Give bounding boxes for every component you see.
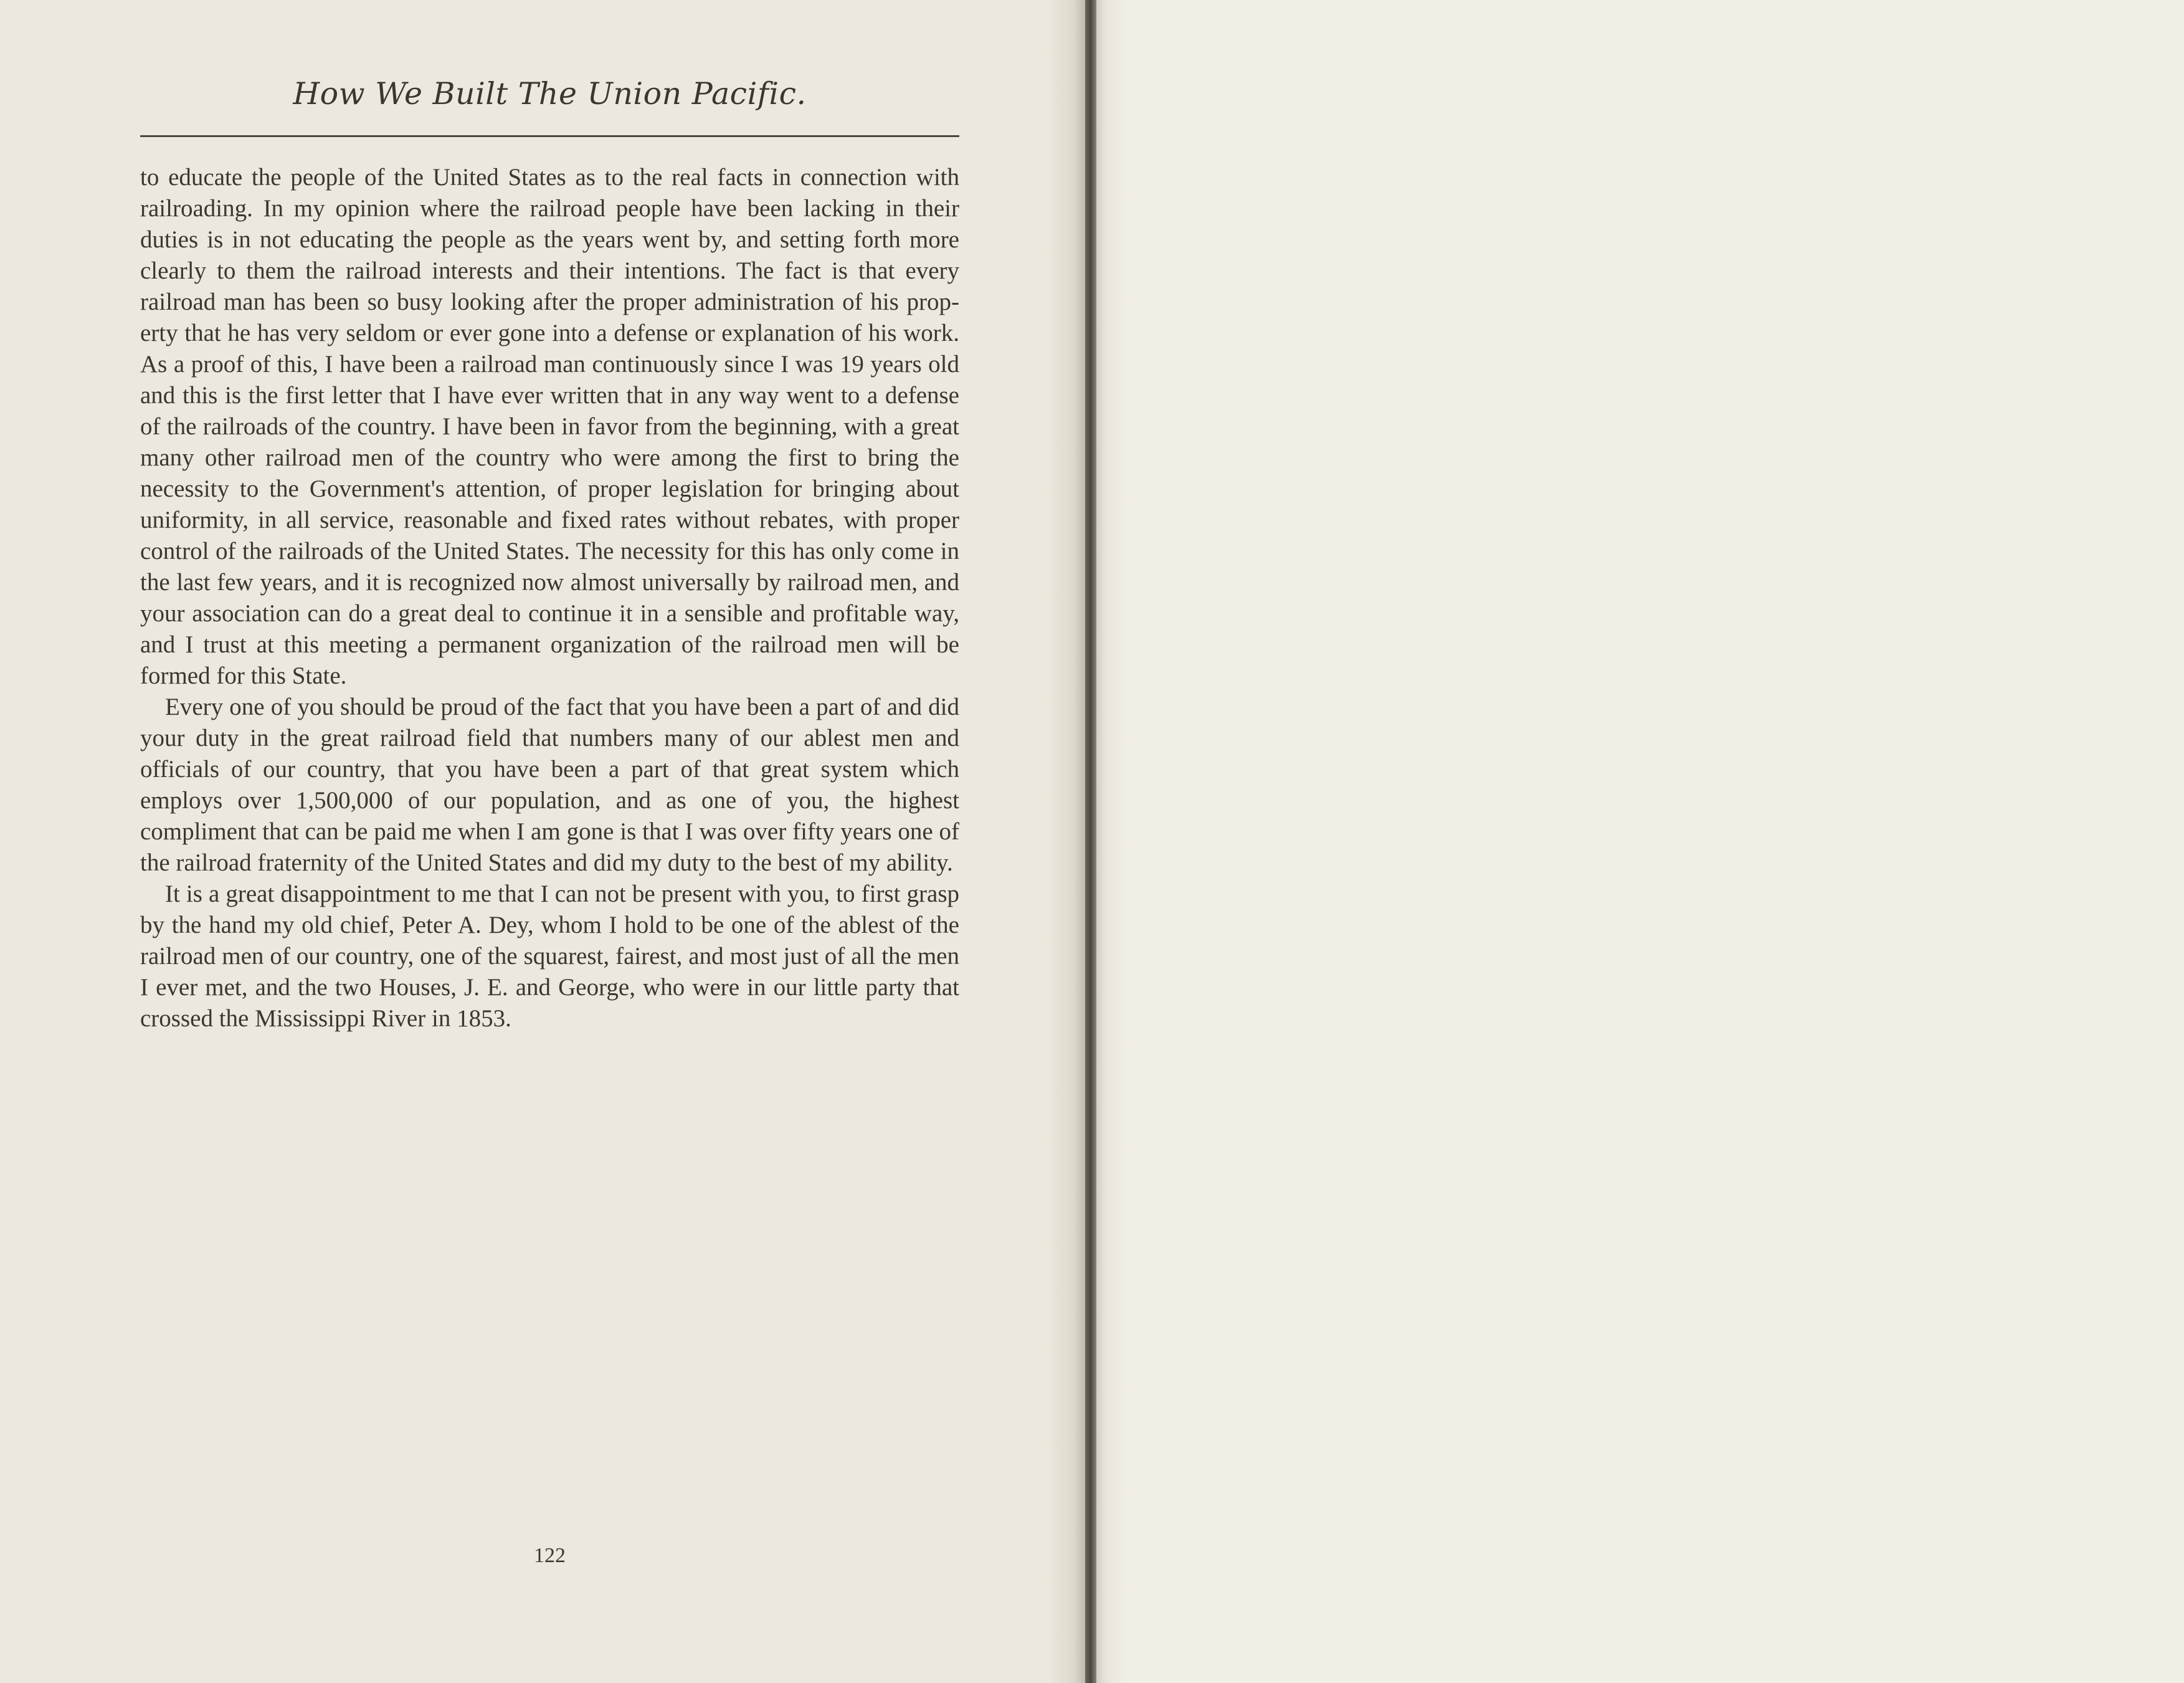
paragraph-3: It is a great disappointment to me that I can not be present with you, to first grasp by the hand my old chief, Peter A. Dey, whom I hold to be one of the ablest of the railroad men of our country, one of the squarest, fairest, and most just of all the men I ever met, and the two Houses, J. E. and George, who were in our little party that crossed the Mississippi River in 1853. <box>140 880 959 1032</box>
header-rule <box>140 135 959 137</box>
left-page-shadow <box>1048 0 1085 1683</box>
paragraph-1: to educate the people of the United States as to the real facts in connection with railroading. In my opinion where the railroad people have been lacking in their duties is in not educating the people as the years went by, and setting forth more clearly to them the railroad interests and their intentions. The fact is that every railroad man has been so busy looking after the proper administration of his property that he has very seldom or ever gone into a defense or explanation of his work. As a proof of this, I have been a railroad man continuously since I was 19 years old and this is the first letter that I have ever written that in any way went to a defense of the railroads of the country. I have been in favor from the beginning, with a great many other railroad men of the country who were among the first to bring the necessity to the Government's attention, of proper legislation for bringing about uniformity, in all service, reasonable and fixed rates without rebates, with proper control of the railroads of the United States. The necessity for this has only come in the last few years, and it is recognized now almost universally by railroad men, and your association can do a great deal to continue it in a sensible and profitable way, and I trust at this meeting a permanent organization of the railroad men will be formed for this State. <box>140 164 959 689</box>
right-page-blank <box>1096 0 2184 1683</box>
running-head: How We Built The Union Pacific. <box>293 76 807 112</box>
right-page-shadow <box>1096 0 1128 1683</box>
page-number: 122 <box>534 1544 566 1567</box>
body-text <box>140 162 959 1034</box>
paragraph-2: Every one of you should be proud of the fact that you have been a part of and did your duty in the great railroad field that numbers many of our ablest men and officials of our country, that you have been a part of that great system which employs over 1,500,000 of our population, and as one of you, the highest compliment that can be paid me when I am gone is that I was over fifty years one of the railroad fraternity of the United States and did my duty to the best of my ability. <box>140 694 959 876</box>
left-page <box>0 0 1085 1683</box>
book-gutter <box>1085 0 1096 1683</box>
